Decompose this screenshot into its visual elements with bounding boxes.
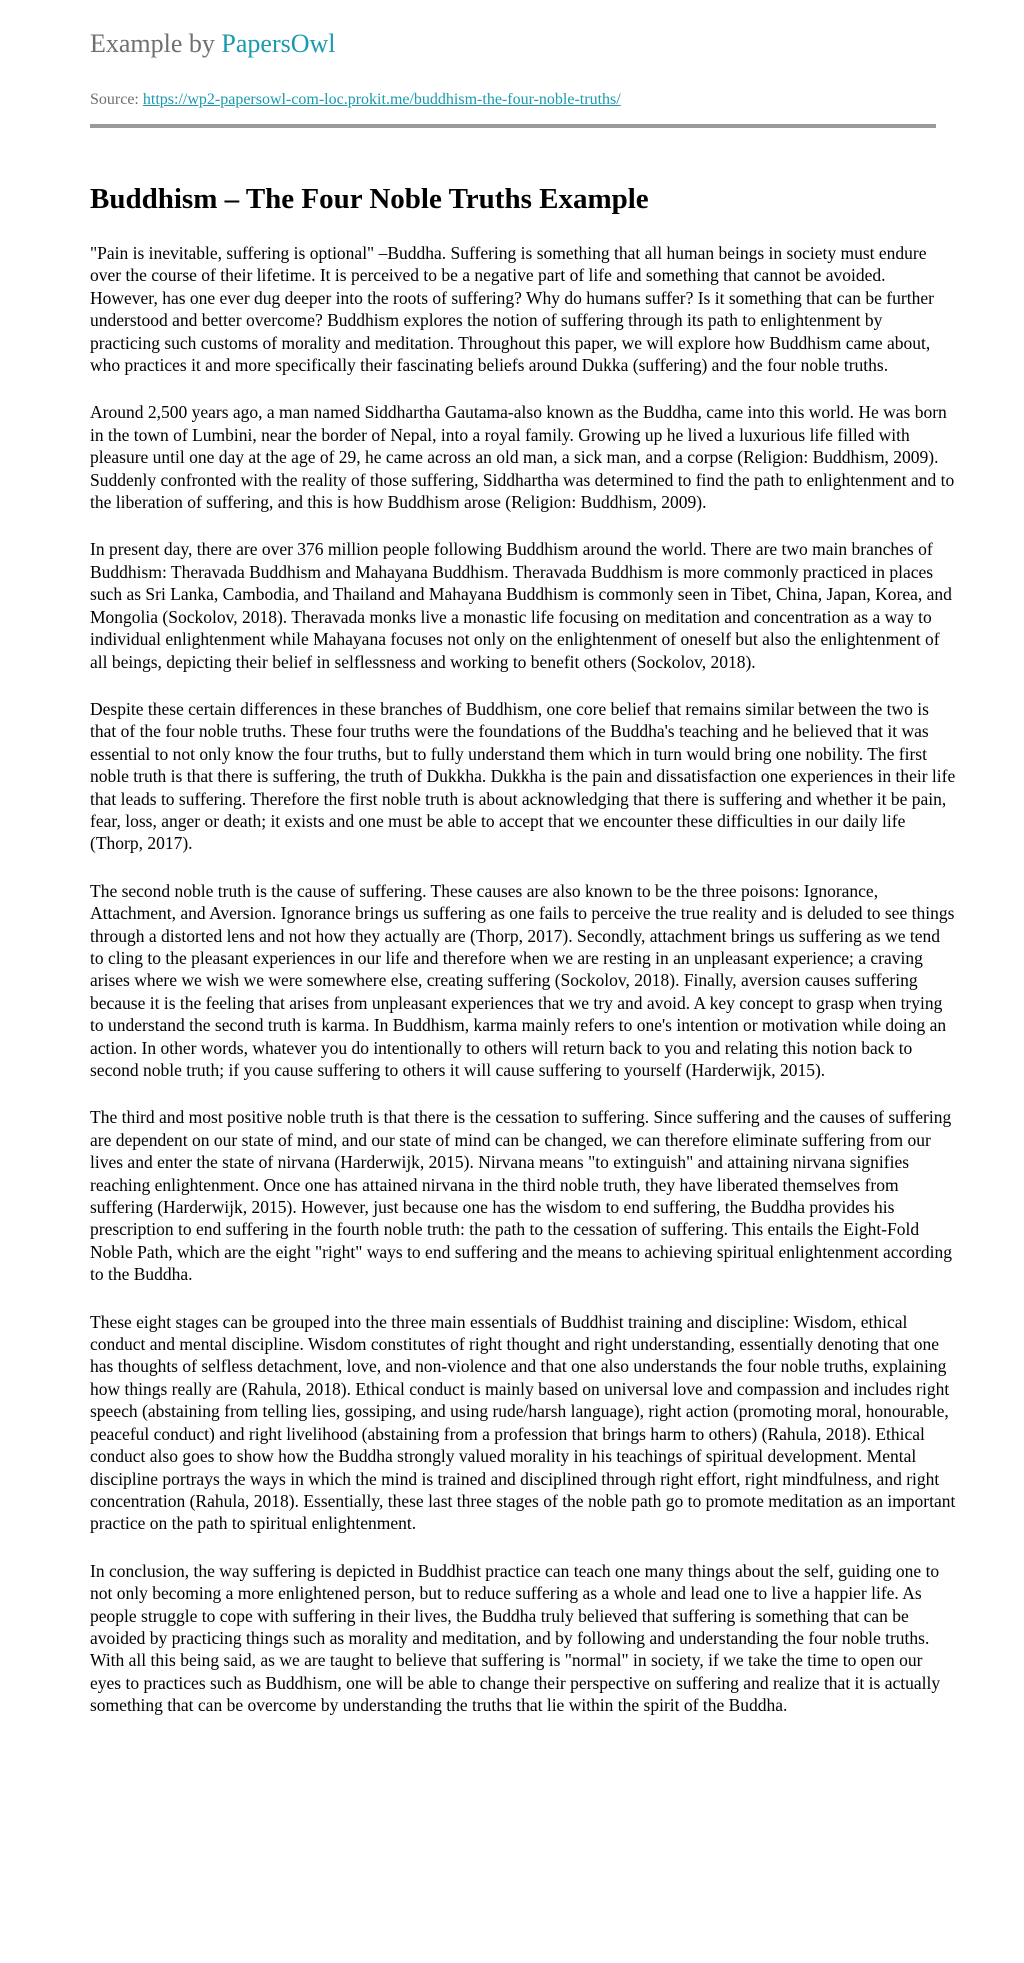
essay-paragraph: In conclusion, the way suffering is depicted in Buddhist practice can teach one many things about the self, guiding one to not only becoming a more enlightened person, but to reduce suffering as a whole and lead one to live a happier life. As people struggle to cope with suffering in their lives, the Buddha truly believed that suffering is something that can be avoided by practicing things such as morality and meditation, and by following and understanding the four noble truths. With all this being said, as we are taught to believe that suffering is "normal" in society, if we take the time to open our eyes to practices such as Buddhism, one will be able to change their perspective on suffering and realize that it is actually something that can be overcome by understanding the truths that lie within the spirit of the Buddha. [90,1560,941,1716]
essay-paragraph: "Pain is inevitable, suffering is optional" –Buddha. Suffering is something that all human beings in society must endure over the course of their lifetime. It is perceived to be a negative part of life and something that cannot be avoided. However, has one ever dug deeper into the roots of suffering? Why do humans suffer? Is it something that can be further understood and better overcome? Buddhism explores the notion of suffering through its path to enlightenment by practicing such customs of morality and meditation. Throughout this paper, we will explore how Buddhism came about, who practices it and more specifically their fascinating beliefs around Dukka (suffering) and the four noble truths. [90,243,934,376]
papersowl-brand-link[interactable]: PapersOwl [221,29,336,58]
essay-body [90,242,956,1717]
essay-paragraph: These eight stages can be grouped into the three main essentials of Buddhist training and discipline: Wisdom, ethical conduct and mental discipline. Wisdom constitutes of right thought and right understanding, essentially denoting that one has thoughts of selfless detachment, love, and non-violence and that one also understands the four noble truths, explaining how things really are (Rahula, 2018). Ethical conduct is mainly based on universal love and compassion and includes right speech (abstaining from telling lies, gossiping, and using rude/harsh language), right action (promoting moral, honourable, peaceful conduct) and right livelihood (abstaining from a profession that brings harm to others) (Rahula, 2018). Ethical conduct also goes to show how the Buddha strongly valued morality in his teachings of spiritual development. Mental discipline portrays the ways in which the mind is trained and disciplined through right effort, right mindfulness, and right concentration (Rahula, 2018). Essentially, these last three stages of the noble path go to promote meditation as an important practice on the path to spiritual enlightenment. [90,1311,956,1534]
page-header [90,28,956,128]
example-by-text: Example by [90,29,222,58]
essay-title: Buddhism – The Four Noble Truths Example [90,183,649,215]
source-url-link[interactable]: https://wp2-papersowl-com-loc.prokit.me/buddhism-the-four-noble-truths/ [142,91,621,108]
example-by-heading [90,28,956,59]
essay-paragraph: Despite these certain differences in these branches of Buddhism, one core belief that remains similar between the two is that of the four noble truths. These four truths were the foundations of the Buddha's teaching and he believed that it was essential to not only know the four truths, but to fully understand them which in turn would bring one nobility. The first noble truth is that there is suffering, the truth of Dukkha. Dukkha is the pain and dissatisfaction one experiences in their life that leads to suffering. Therefore the first noble truth is about acknowledging that there is suffering and whether it be pain, fear, loss, anger or death; it exists and one must be able to accept that we encounter these difficulties in our daily life (Thorp, 2017). [90,698,956,854]
header-divider [90,124,936,128]
essay-paragraph: The second noble truth is the cause of suffering. These causes are also known to be the three poisons: Ignorance, Attachment, and Aversion. Ignorance brings us suffering as one fails to perceive the true reality and is deluded to see things through a distorted lens and not how they actually are (Thorp, 2017). Secondly, attachment brings us suffering as we tend to cling to the pleasant experiences in our life and therefore when we are resting in an unpleasant experience; a craving arises where we wish we were somewhere else, creating suffering (Sockolov, 2018). Finally, aversion causes suffering because it is the feeling that arises from unpleasant experiences that we try and avoid. A key concept to grasp when trying to understand the second truth is karma. In Buddhism, karma mainly refers to one's intention or motivation while doing an action. In other words, whatever you do intentionally to others will return back to you and relating this notion back to second noble truth; if you cause suffering to others it will cause suffering to yourself (Harderwijk, 2015). [90,880,955,1080]
essay-paragraph: In present day, there are over 376 million people following Buddhism around the world. There are two main branches of Buddhism: Theravada Buddhism and Mahayana Buddhism. Theravada Buddhism is more commonly practiced in places such as Sri Lanka, Cambodia, and Thailand and Mahayana Buddhism is commonly seen in Tibet, China, Japan, Korea, and Mongolia (Sockolov, 2018). Theravada monks live a monastic life focusing on meditation and concentration as a way to individual enlightenment while Mahayana focuses not only on the enlightenment of oneself but also the enlightenment of all beings, depicting their belief in selflessness and working to benefit others (Sockolov, 2018). [90,539,952,672]
source-label: Source: [90,91,143,108]
source-line [90,90,956,109]
essay-paragraph: Around 2,500 years ago, a man named Siddhartha Gautama-also known as the Buddha, came into this world. He was born in the town of Lumbini, near the border of Nepal, into a royal family. Growing up he lived a luxurious life filled with pleasure until one day at the age of 29, he came across an old man, a sick man, and a corpse (Religion: Buddhism, 2009). Suddenly confronted with the reality of those suffering, Siddhartha was determined to find the path to enlightenment and to the liberation of suffering, and this is how Buddhism arose (Religion: Buddhism, 2009). [90,402,955,513]
essay-article [90,182,956,1717]
essay-paragraph: The third and most positive noble truth is that there is the cessation to suffering. Since suffering and the causes of suffering are dependent on our state of mind, and our state of mind can be changed, we can therefore eliminate suffering from our lives and enter the state of nirvana (Harderwijk, 2015). Nirvana means "to extinguish" and attaining nirvana signifies reaching enlightenment. Once one has attained nirvana in the third noble truth, they have liberated themselves from suffering (Harderwijk, 2015). However, just because one has the wisdom to end suffering, the Buddha provides his prescription to end suffering in the fourth noble truth: the path to the cessation of suffering. This entails the Eight-Fold Noble Path, which are the eight "right" ways to end suffering and the means to achieving spiritual enlightenment according to the Buddha. [90,1107,952,1285]
